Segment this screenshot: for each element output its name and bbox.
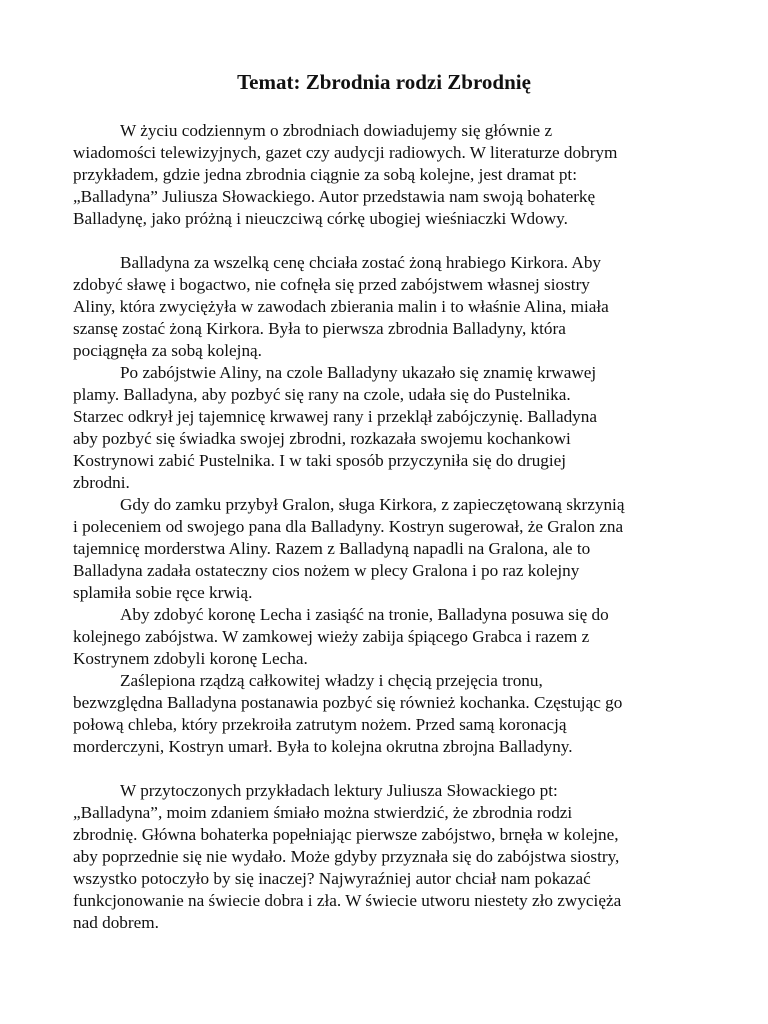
paragraph-gap [73, 230, 698, 252]
text-line: Balladynę, jako próżną i nieuczciwą córkę ubogiej wieśniaczki Wdowy. [73, 209, 568, 228]
text-line: Balladyna zadała ostateczny cios nożem w plecy Gralona i po raz kolejny [73, 561, 580, 580]
text-line: Kostrynem zdobyli koronę Lecha. [73, 649, 308, 668]
text-line: Po zabójstwie Aliny, na czole Balladyny ukazało się znamię krwawej [120, 363, 597, 382]
text-line: wiadomości telewizyjnych, gazet czy audycji radiowych. W literaturze dobrym [73, 143, 618, 162]
text-line: aby poprzednie się nie wydało. Może gdyby przyznała się do zabójstwa siostry, [73, 847, 620, 866]
text-line: Gdy do zamku przybył Gralon, sługa Kirkora, z zapieczętowaną skrzynią [120, 495, 625, 514]
text-line: „Balladyna”, moim zdaniem śmiało można stwierdzić, że zbrodnia rodzi [73, 803, 573, 822]
text-line: szansę zostać żoną Kirkora. Była to pierwsza zbrodnia Balladyny, która [73, 319, 566, 338]
text-line: bezwzględna Balladyna postanawia pozbyć się również kochanka. Częstując go [73, 693, 623, 712]
text-line: funkcjonowanie na świecie dobra i zła. W świecie utworu niestety zło zwycięża [73, 891, 622, 910]
text-line: nad dobrem. [73, 913, 159, 932]
text-line: Kostrynowi zabić Pustelnika. I w taki sposób przyczyniła się do drugiej [73, 451, 567, 470]
text-line: i poleceniem od swojego pana dla Balladyny. Kostryn sugerował, że Gralon zna [73, 517, 624, 536]
text-line: Aliny, która zwyciężyła w zawodach zbierania malin i to właśnie Alina, miała [73, 297, 609, 316]
text-line: „Balladyna” Juliusza Słowackiego. Autor przedstawia nam swoją bohaterkę [73, 187, 596, 206]
text-line: plamy. Balladyna, aby pozbyć się rany na czole, udała się do Pustelnika. [73, 385, 571, 404]
document-body [73, 120, 698, 934]
text-line: Zaślepiona rządzą całkowitej władzy i chęcią przejęcia tronu, [120, 671, 543, 690]
paragraph-5 [73, 604, 698, 670]
text-line: wszystko potoczyło by się inaczej? Najwyraźniej autor chciał nam pokazać [73, 869, 591, 888]
text-line: zbrodnię. Główna bohaterka popełniając pierwsze zabójstwo, brnęła w kolejne, [73, 825, 619, 844]
text-line: przykładem, gdzie jedna zbrodnia ciągnie za sobą kolejne, jest dramat pt: [73, 165, 577, 184]
paragraph-4 [73, 494, 698, 604]
text-line: splamiła sobie ręce krwią. [73, 583, 253, 602]
text-line: kolejnego zabójstwa. W zamkowej wieży zabija śpiącego Grabca i razem z [73, 627, 590, 646]
text-line: zdobyć sławę i bogactwo, nie cofnęła się przed zabójstwem własnej siostry [73, 275, 590, 294]
text-line: morderczyni, Kostryn umarł. Była to kolejna okrutna zbrojna Balladyny. [73, 737, 573, 756]
text-line: tajemnicę morderstwa Aliny. Razem z Balladyną napadli na Gralona, ale to [73, 539, 591, 558]
paragraph-2 [73, 252, 698, 362]
document-title: Temat: Zbrodnia rodzi Zbrodnię [237, 70, 531, 94]
paragraph-1 [73, 120, 698, 230]
text-line: aby pozbyć się świadka swojej zbrodni, rozkazała swojemu kochankowi [73, 429, 571, 448]
text-line: W życiu codziennym o zbrodniach dowiadujemy się głównie z [120, 121, 553, 140]
paragraph-3 [73, 362, 698, 494]
text-line: W przytoczonych przykładach lektury Juliusza Słowackiego pt: [120, 781, 558, 800]
text-line: połową chleba, który przekroiła zatrutym nożem. Przed samą koronacją [73, 715, 567, 734]
text-line: zbrodni. [73, 473, 130, 492]
text-line: Starzec odkrył jej tajemnicę krwawej rany i przeklął zabójczynię. Balladyna [73, 407, 597, 426]
paragraph-6 [73, 670, 698, 758]
paragraph-7 [73, 780, 698, 934]
text-line: pociągnęła za sobą kolejną. [73, 341, 262, 360]
paragraph-gap [73, 758, 698, 780]
text-line: Balladyna za wszelką cenę chciała zostać żoną hrabiego Kirkora. Aby [120, 253, 602, 272]
text-line: Aby zdobyć koronę Lecha i zasiąść na tronie, Balladyna posuwa się do [120, 605, 609, 624]
